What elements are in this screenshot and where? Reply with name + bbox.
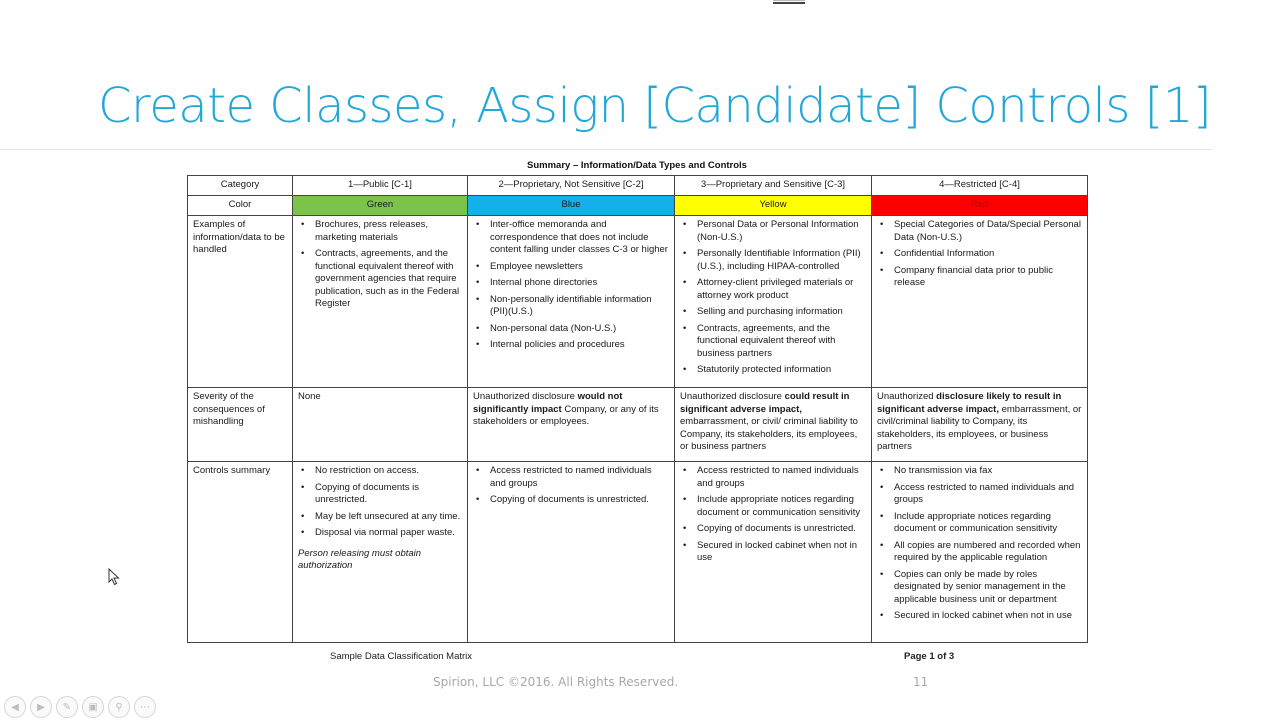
controls-c3	[675, 462, 872, 643]
bullet-item: • No transmission via fax	[877, 465, 1082, 478]
slides-icon[interactable]: ▣	[82, 696, 104, 718]
bullet-item: • Brochures, press releases, marketing materials	[298, 219, 462, 244]
more-icon[interactable]: ⋯	[134, 696, 156, 718]
controls-c1-note: Person releasing must obtain authorization	[298, 547, 422, 571]
bullet-item: • Copies can only be made by roles designated by senior management in the applicable business unit or department	[877, 569, 1082, 607]
title-divider	[0, 149, 1212, 150]
copyright-text: Spirion, LLC ©2016. All Rights Reserved.	[433, 675, 679, 689]
bullet-item: • Copying of documents is unrestricted.	[473, 494, 669, 507]
severity-label: Severity of the consequences of mishandling	[188, 388, 293, 462]
bullet-item: • Attorney-client privileged materials or attorney work product	[680, 277, 866, 302]
color-label: Color	[188, 196, 293, 216]
header-category: Category	[188, 176, 293, 196]
bullet-item: • Include appropriate notices regarding document or communication sensitivity	[877, 511, 1082, 536]
severity-c1: None	[293, 388, 468, 462]
bullet-item: • Contracts, agreements, and the functional equivalent thereof with business partners	[680, 323, 866, 361]
examples-c2	[468, 216, 675, 388]
bullet-item: • Include appropriate notices regarding document or communication sensitivity	[680, 494, 866, 519]
examples-c1	[293, 216, 468, 388]
slideshow-toolbar	[4, 696, 156, 718]
bullet-item: • Personal Data or Personal Information (Non-U.S.)	[680, 219, 866, 244]
color-yellow-cell: Yellow	[675, 196, 872, 216]
color-row	[188, 196, 1088, 216]
severity-row	[188, 388, 1088, 462]
examples-label: Examples of information/data to be handled	[188, 216, 293, 388]
bullet-item: • Non-personal data (Non-U.S.)	[473, 323, 669, 336]
bullet-item: • Statutorily protected information	[680, 364, 866, 377]
bullet-item: • Copying of documents is unrestricted.	[680, 523, 866, 536]
header-c4: 4—Restricted [C-4]	[872, 176, 1088, 196]
bullet-item: • Confidential Information	[877, 248, 1082, 261]
mouse-cursor-icon	[108, 568, 120, 586]
color-red-cell: Red	[872, 196, 1088, 216]
slide-number: 11	[913, 675, 929, 689]
next-icon[interactable]: ▶	[30, 696, 52, 718]
document-footer-title: Sample Data Classification Matrix	[330, 651, 473, 662]
pen-icon[interactable]: ✎	[56, 696, 78, 718]
previous-icon[interactable]: ◀	[4, 696, 26, 718]
bullet-item: • Access restricted to named individuals and groups	[680, 465, 866, 490]
bullet-item: • Access restricted to named individuals and groups	[877, 482, 1082, 507]
bullet-item: • Secured in locked cabinet when not in use	[877, 610, 1082, 623]
controls-label: Controls summary	[188, 462, 293, 643]
color-blue-cell: Blue	[468, 196, 675, 216]
bullet-item: • Inter-office memoranda and correspondence that does not include content falling under classes C-3 or higher	[473, 219, 669, 257]
bullet-item: • Internal policies and procedures	[473, 339, 669, 352]
bullet-item: • Non-personally identifiable information (PII)(U.S.)	[473, 294, 669, 319]
color-green-cell: Green	[293, 196, 468, 216]
document-page-indicator: Page 1 of 3	[904, 651, 955, 662]
bullet-item: • Selling and purchasing information	[680, 306, 866, 319]
examples-c4	[872, 216, 1088, 388]
header-c2: 2—Proprietary, Not Sensitive [C-2]	[468, 176, 675, 196]
examples-row	[188, 216, 1088, 388]
slide-title: Create Classes, Assign [Candidate] Controls [1]	[98, 78, 1212, 134]
zoom-icon[interactable]: ⚲	[108, 696, 130, 718]
bullet-item: • Company financial data prior to public release	[877, 265, 1082, 290]
controls-c1	[293, 462, 468, 643]
severity-c4: Unauthorized disclosure likely to result in significant adverse impact, embarrassment, or civil/criminal liability to Company, its stakeholders, its employees, or business partners	[872, 388, 1088, 462]
bullet-item: • No restriction on access.	[298, 465, 462, 478]
bullet-item: • All copies are numbered and recorded when required by the applicable regulation	[877, 540, 1082, 565]
bullet-item: • Copying of documents is unrestricted.	[298, 482, 462, 507]
document-heading: Summary – Information/Data Types and Controls	[527, 160, 747, 171]
bullet-item: • Internal phone directories	[473, 277, 669, 290]
bullet-item: • Disposal via normal paper waste.	[298, 527, 462, 540]
bullet-item: • Special Categories of Data/Special Personal Data (Non-U.S.)	[877, 219, 1082, 244]
classification-matrix	[187, 175, 1088, 643]
bullet-item: • Access restricted to named individuals and groups	[473, 465, 669, 490]
controls-c4	[872, 462, 1088, 643]
controls-row	[188, 462, 1088, 643]
bullet-item: • Secured in locked cabinet when not in use	[680, 540, 866, 565]
bullet-item: • Contracts, agreements, and the functional equivalent thereof with government agencies that require publication, such as in the Federal Register	[298, 248, 462, 311]
severity-c2: Unauthorized disclosure would not significantly impact Company, or any of its stakeholders or employees.	[468, 388, 675, 462]
top-edge-mark	[773, 0, 805, 4]
controls-c2	[468, 462, 675, 643]
header-c3: 3—Proprietary and Sensitive [C-3]	[675, 176, 872, 196]
bullet-item: • Personally Identifiable Information (PII) (U.S.), including HIPAA-controlled	[680, 248, 866, 273]
bullet-item: • Employee newsletters	[473, 261, 669, 274]
header-c1: 1—Public [C-1]	[293, 176, 468, 196]
severity-c3: Unauthorized disclosure could result in significant adverse impact, embarrassment, or civil/ criminal liability to Company, its stakeholders, its employees, or business partners	[675, 388, 872, 462]
header-row	[188, 176, 1088, 196]
examples-c3	[675, 216, 872, 388]
bullet-item: • May be left unsecured at any time.	[298, 511, 462, 524]
